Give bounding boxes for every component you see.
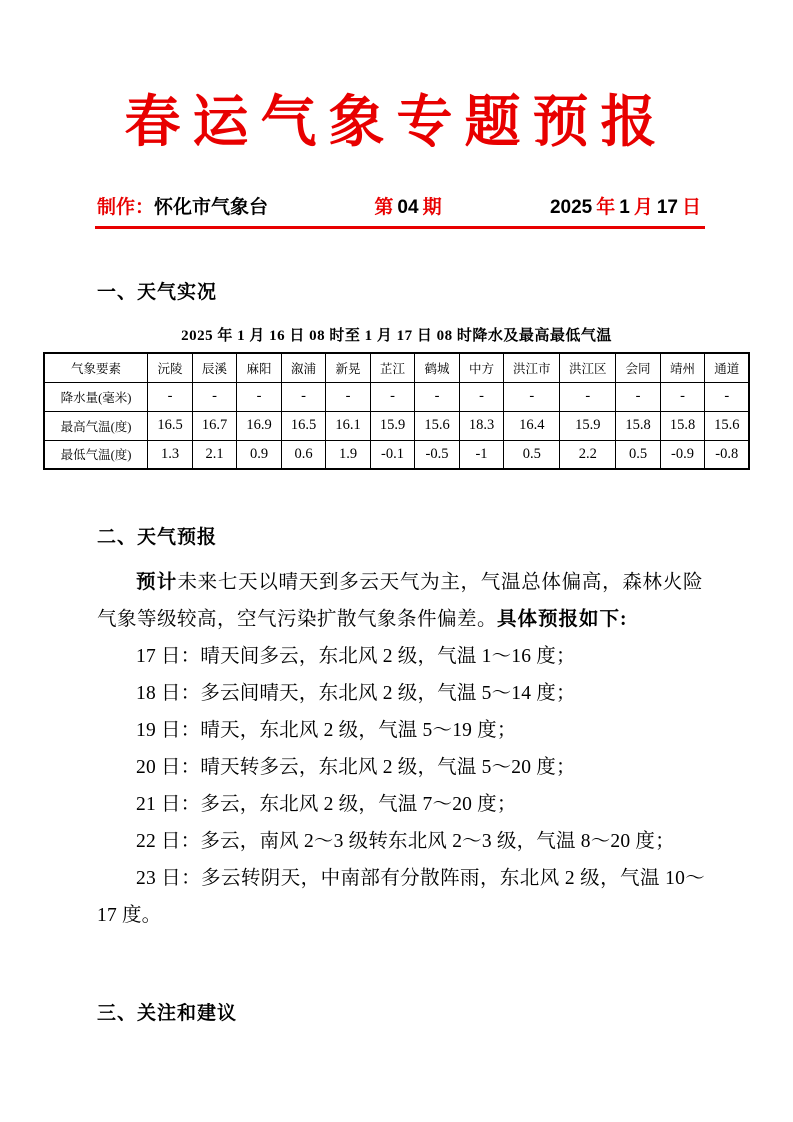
table-header-station: 新晃 [326,353,371,382]
producer-name: 怀化市气象台 [154,197,269,218]
issue-suffix: 期 [422,197,442,218]
table-cell-value: -1 [459,440,504,469]
table-cell-value: 15.9 [370,411,415,440]
table-cell-value: - [560,382,616,411]
table-header-station: 洪江市 [504,353,560,382]
header-divider [95,226,705,229]
table-cell-value: - [281,382,326,411]
table-header-station: 芷江 [370,353,415,382]
table-caption: 2025 年 1 月 16 日 08 时至 1 月 17 日 08 时降水及最高最低气温 [181,328,612,344]
table-row-label: 最低气温(度) [44,440,148,469]
table-cell-value: 1.9 [326,440,371,469]
date-day: 17 [656,197,678,218]
table-cell-value: 16.5 [281,411,326,440]
table-row [44,382,750,411]
date-month-unit: 月 [633,197,653,218]
table-row-label: 最高气温(度) [44,411,148,440]
table-body [44,353,750,469]
date-month: 1 [619,197,630,218]
table-cell-value: 15.6 [415,411,460,440]
table-cell-value: - [237,382,282,411]
section-heading-suggestions: 三、关注和建议 [97,1003,238,1024]
table-header-row [44,353,750,382]
forecast-intro [97,564,703,638]
table-header-station: 鹤城 [415,353,460,382]
table-cell-value: - [148,382,193,411]
forecast-intro-lead: 预计 [136,572,178,593]
table-cell-value: 16.1 [326,411,371,440]
date-year: 2025 [549,197,593,218]
table-cell-value: 0.5 [504,440,560,469]
table-cell-value: 15.9 [560,411,616,440]
table-cell-value: - [326,382,371,411]
table-cell-value: 16.9 [237,411,282,440]
table-cell-value: 0.5 [616,440,661,469]
forecast-intro-tail: 具体预报如下: [497,609,628,630]
section-heading-forecast: 二、天气预报 [97,527,218,548]
issue-prefix: 第 [374,197,394,218]
forecast-line: 20 日：晴天转多云，东北风 2 级，气温 5～20 度； [136,757,576,778]
table-cell-value: 16.5 [148,411,193,440]
page-title: 春运气象专题预报 [124,92,669,154]
forecast-list [97,638,705,934]
table-cell-value: -0.8 [705,440,750,469]
table-cell-value: 0.9 [237,440,282,469]
table-cell-value: 18.3 [459,411,504,440]
date-day-unit: 日 [681,197,701,218]
issue-value: 04 [397,197,419,218]
table-cell-value: - [705,382,750,411]
producer [97,192,268,219]
table-header-station: 会同 [616,353,661,382]
forecast-intro-body: 未来七天以晴天到多云天气为主，气温总体偏高，森林火险气象等级较高，空气污染扩散气象条件偏差。 [97,572,703,630]
issue-number [372,192,443,219]
table-header-station: 通道 [705,353,750,382]
table-header-station: 麻阳 [237,353,282,382]
table-cell-value: 0.6 [281,440,326,469]
table-row-label: 降水量(毫米) [44,382,148,411]
table-cell-value: -0.5 [415,440,460,469]
table-row [44,411,750,440]
table-cell-value: 15.8 [616,411,661,440]
table-cell-value: -0.9 [660,440,705,469]
table-header-station: 溆浦 [281,353,326,382]
table-header-station: 沅陵 [148,353,193,382]
table-cell-value: - [370,382,415,411]
section-heading-observation: 一、天气实况 [97,282,218,303]
table-cell-value: 15.8 [660,411,705,440]
table-header-station: 靖州 [660,353,705,382]
table-header-station: 中方 [459,353,504,382]
table-cell-value: - [616,382,661,411]
forecast-line: 21 日：多云，东北风 2 级，气温 7～20 度； [136,794,517,815]
forecast-line: 19 日：晴天，东北风 2 级，气温 5～19 度； [136,720,517,741]
forecast-line: 18 日：多云间晴天，东北风 2 级，气温 5～14 度； [136,683,576,704]
table-header-station: 洪江区 [560,353,616,382]
table-cell-value: 16.4 [504,411,560,440]
table-header-station: 辰溪 [192,353,237,382]
weather-table [43,352,751,470]
producer-label: 制作： [97,197,155,218]
table-cell-value: - [504,382,560,411]
table-cell-value: 2.2 [560,440,616,469]
header-meta [97,192,703,219]
table-cell-value: 16.7 [192,411,237,440]
date-year-unit: 年 [596,197,616,218]
issue-date [548,192,703,219]
table-cell-value: 15.6 [705,411,750,440]
forecast-line: 17 日：晴天间多云，东北风 2 级，气温 1～16 度； [136,646,576,667]
forecast-line: 22 日：多云，南风 2～3 级转东北风 2～3 级，气温 8～20 度； [136,831,675,852]
table-cell-value: - [660,382,705,411]
table-row [44,440,750,469]
forecast-line: 23 日：多云转阴天，中南部有分散阵雨，东北风 2 级，气温 10～17 度。 [97,868,705,926]
table-cell-value: -0.1 [370,440,415,469]
table-cell-value: 2.1 [192,440,237,469]
table-header-element: 气象要素 [44,353,148,382]
table-cell-value: - [459,382,504,411]
table-cell-value: - [415,382,460,411]
table-cell-value: 1.3 [148,440,193,469]
table-cell-value: - [192,382,237,411]
